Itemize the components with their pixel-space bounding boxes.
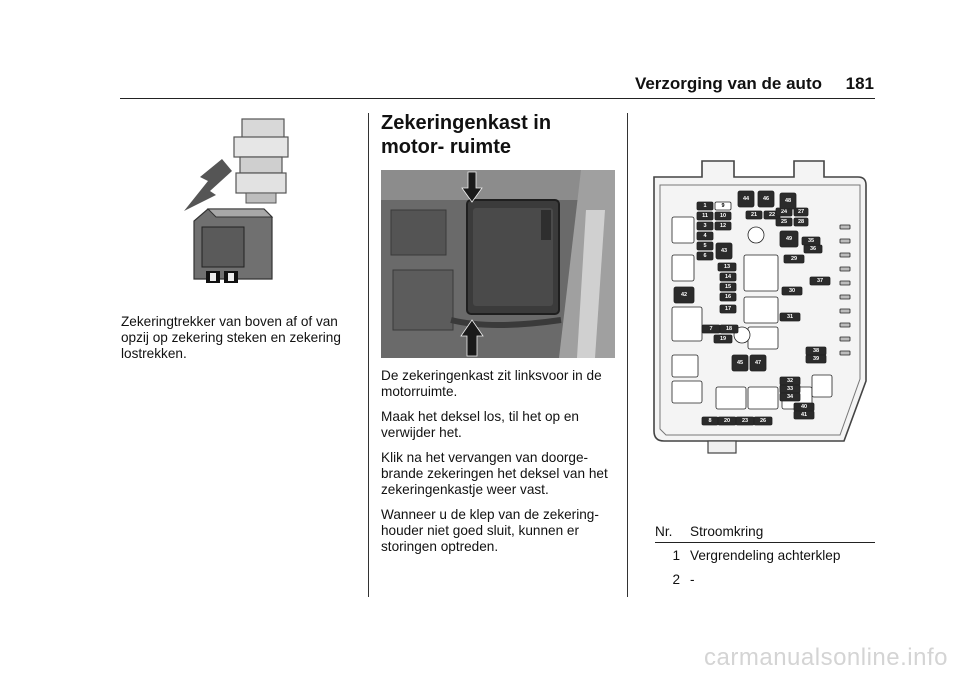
table-row [655, 543, 875, 567]
table-row [655, 567, 875, 591]
connector-pin [840, 253, 850, 257]
fuse-label: 47 [754, 360, 762, 366]
fuse-puller-caption: Zekeringtrekker van boven af of van opzij op zekering steken en zekering lostrekken. [121, 314, 341, 361]
relay-block [672, 307, 702, 341]
fuse-label: 44 [742, 196, 750, 202]
fuse-label: 46 [762, 196, 770, 202]
fuse-label: 11 [702, 213, 708, 219]
column-header-nr: Nr. [655, 524, 673, 539]
fuse-label: 7 [709, 326, 713, 332]
fuse-label: 13 [723, 264, 731, 270]
fuse-label: 40 [800, 404, 808, 410]
relay-block [672, 217, 694, 243]
relay-block [744, 297, 778, 323]
fuse-puller-upper [234, 119, 288, 203]
fuse-label: 38 [812, 348, 820, 354]
connector-pin [840, 281, 850, 285]
fuse-label: 27 [797, 209, 805, 215]
connector-pin [840, 267, 850, 271]
fuse-label: 33 [786, 386, 794, 392]
fuse-label: 37 [816, 278, 824, 284]
page-number: 181 [845, 74, 874, 93]
header-rule [120, 98, 875, 99]
connector-pin [840, 239, 850, 243]
fuse-label: 26 [759, 418, 767, 424]
fuse-label: 24 [780, 209, 788, 215]
connector-pin [840, 323, 850, 327]
fuse-puller-illustration [172, 113, 307, 295]
connector-pin [840, 309, 850, 313]
paragraph: Wanneer u de klep van de zekering- houder niet goed sluit, kunnen er storingen optreden. [381, 507, 599, 554]
fuse-label: 1 [703, 203, 707, 209]
watermark: carmanualsonline.info [704, 644, 948, 671]
fuse-label: 20 [723, 418, 731, 424]
fuse-label: 9 [721, 203, 725, 209]
fuse-label: 10 [719, 213, 727, 219]
paragraph: Maak het deksel los, til het op en verwijder het. [381, 409, 579, 440]
relay-block [672, 381, 702, 403]
connector-pin [840, 337, 850, 341]
table-cell-nr: 2 [672, 571, 680, 587]
fuse-label: 3 [703, 223, 707, 229]
connector-pin [840, 225, 850, 229]
fuse-label: 15 [724, 284, 732, 290]
down-arrow-icon [184, 159, 232, 211]
table-cell-circuit: Vergrendeling achterklep [690, 547, 841, 563]
fuse-label: 45 [736, 360, 744, 366]
fuse-label: 32 [786, 378, 794, 384]
fuse-label: 35 [807, 238, 815, 244]
middle-body-text [381, 368, 619, 564]
relay-block [812, 375, 832, 397]
circuit-table [655, 517, 875, 591]
fuse-label: 43 [720, 248, 728, 254]
table-cell-circuit: - [690, 571, 695, 587]
fuse-label: 25 [780, 219, 788, 225]
fuse-label: 4 [703, 233, 707, 239]
paragraph: De zekeringenkast zit linksvoor in de motorruimte. [381, 368, 602, 399]
fuse-label: 41 [800, 412, 808, 418]
paragraph: Klik na het vervangen van doorge- brande zekeringen het deksel van het zekeringenkastje weer vast. [381, 450, 608, 497]
connector-pin [840, 351, 850, 355]
fuse-label: 22 [768, 212, 776, 218]
fuse-label: 31 [786, 314, 794, 320]
connector-pin [840, 295, 850, 299]
fuse-body [194, 209, 272, 283]
fuse-label: 17 [724, 306, 732, 312]
round-fuse [748, 227, 764, 243]
fuse-label: 14 [724, 274, 732, 280]
fuse-label: 8 [708, 418, 712, 424]
column-divider-right [627, 113, 628, 597]
fuse-label: 29 [790, 256, 798, 262]
fuse-label: 36 [809, 246, 817, 252]
relay-block [716, 387, 746, 409]
fuse-label: 18 [725, 326, 733, 332]
column-divider-left [368, 113, 369, 597]
page-header-title: Verzorging van de auto [634, 74, 822, 93]
fuse-label: 30 [788, 288, 796, 294]
table-cell-nr: 1 [672, 547, 680, 563]
relay-block [748, 327, 778, 349]
fuse-label: 16 [724, 294, 732, 300]
relay-block [744, 255, 778, 291]
fuse-label: 48 [784, 198, 792, 204]
relay-block [748, 387, 778, 409]
fuse-label: 5 [703, 243, 707, 249]
fuse-label: 49 [785, 236, 793, 242]
column-header-circuit: Stroomkring [690, 524, 764, 539]
fuse-label: 23 [741, 418, 749, 424]
relay-block [672, 355, 698, 377]
section-heading: Zekeringenkast in motor- ruimte [381, 112, 552, 158]
fuse-label: 34 [786, 394, 794, 400]
fuse-label: 19 [719, 336, 727, 342]
fuse-label: 6 [703, 253, 707, 259]
fuse-label: 12 [719, 223, 727, 229]
fuse-label: 42 [680, 292, 688, 298]
fuse-label: 39 [812, 356, 820, 362]
fuse-box-diagram [644, 155, 872, 457]
table-header-row [655, 517, 875, 543]
fuse-label: 21 [750, 212, 758, 218]
fuse-label: 28 [797, 219, 805, 225]
engine-bay-photo [381, 170, 615, 358]
relay-block [672, 255, 694, 281]
